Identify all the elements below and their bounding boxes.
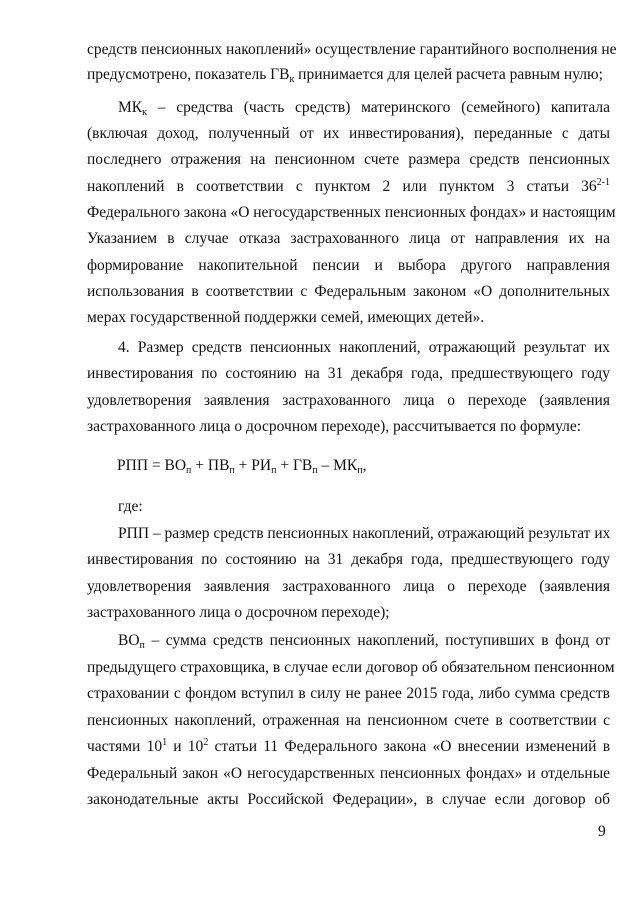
text-line xyxy=(87,764,610,784)
subscript: п xyxy=(139,640,145,651)
text-span: статьи 11 Федерального закона «О внесении изменений в xyxy=(208,738,611,755)
text-span: Федеральный закон «О негосударственных пенсионных фондах» и отдельные xyxy=(87,765,610,782)
text-line xyxy=(87,203,616,223)
text-span: Федерального закона «О негосударственных пенсионных фондах» и настоящим xyxy=(87,204,616,221)
formula-part: – МК xyxy=(317,457,358,474)
text-span: средств пенсионных накоплений» осуществление гарантийного восполнения не xyxy=(87,41,617,58)
page-number: 9 xyxy=(598,823,606,840)
text-line xyxy=(118,497,610,517)
text-span: – сумма средств пенсионных накоплений, поступивших в фонд от xyxy=(144,632,610,649)
text-line xyxy=(87,124,610,144)
text-line xyxy=(87,737,610,757)
text-span: МК xyxy=(118,99,143,116)
formula-part: + РИ xyxy=(234,457,272,474)
text-line xyxy=(87,577,610,597)
text-line xyxy=(87,417,610,437)
text-line xyxy=(87,256,610,276)
text-line xyxy=(87,177,610,197)
text-line xyxy=(87,65,610,85)
text-line xyxy=(87,282,610,302)
text-line xyxy=(87,150,610,170)
formula-subscript: п xyxy=(357,465,363,476)
text-span: (включая доход, полученный от их инвестирования), переданные с даты xyxy=(87,125,610,142)
text-span: пенсионных накоплений, отраженная на пенсионном счете в соответствии с xyxy=(87,712,610,729)
text-line xyxy=(87,790,610,810)
text-span: предыдущего страховщика, в случае если договор об обязательном пенсионном xyxy=(87,659,615,676)
text-span: и 10 xyxy=(167,738,204,755)
formula-part: РПП = ВО xyxy=(117,457,187,474)
text-span: накоплений в соответствии с пунктом 2 или пунктом 3 статьи 36 xyxy=(87,178,597,195)
text-span: формирование накопительной пенсии и выбора другого направления xyxy=(87,257,610,274)
formula-part: + ПВ xyxy=(191,457,230,474)
text-span: удовлетворения заявления застрахованного лица о переходе (заявления xyxy=(87,392,610,409)
text-line xyxy=(118,524,610,544)
text-span: принимается для целей расчета равным нулю; xyxy=(294,66,603,83)
text-span: инвестирования по состоянию на 31 декабря года, предшествующего году xyxy=(87,365,610,382)
text-span: инвестирования по состоянию на 31 декабря года, предшествующего году xyxy=(87,551,610,568)
formula-subscript: п xyxy=(186,465,192,476)
formula-subscript: п xyxy=(229,465,235,476)
text-line xyxy=(87,364,610,384)
formula-subscript: п xyxy=(312,465,318,476)
formula-part: + ГВ xyxy=(276,457,313,474)
superscript: 2 xyxy=(203,737,209,748)
text-span: РПП – размер средств пенсионных накоплений, отражающий результат их xyxy=(118,525,611,542)
subscript: к xyxy=(289,74,295,85)
text-span: использования в соответствии с Федеральным законом «О дополнительных xyxy=(87,283,610,300)
formula xyxy=(117,456,366,476)
text-line xyxy=(87,603,610,623)
text-span: частями 10 xyxy=(87,738,163,755)
text-span: – средства (часть средств) материнского (семейного) капитала xyxy=(146,99,610,116)
text-span: мерах государственной поддержки семей, имеющих детей». xyxy=(87,309,485,326)
text-span: законодательные акты Российской Федерации», в случае если договор об xyxy=(87,791,610,808)
text-span: где: xyxy=(118,498,143,515)
text-line xyxy=(118,338,610,358)
text-span: застрахованного лица о досрочном переходе); xyxy=(87,604,390,621)
text-span: удовлетворения заявления застрахованного лица о переходе (заявления xyxy=(87,578,610,595)
text-line xyxy=(118,98,610,118)
text-span: ВО xyxy=(118,632,140,649)
text-line xyxy=(87,391,610,411)
superscript: 2-1 xyxy=(596,177,610,188)
text-line xyxy=(87,684,610,704)
formula-part: , xyxy=(362,457,367,474)
text-span: страховании с фондом вступил в силу не ранее 2015 года, либо сумма средств xyxy=(87,685,610,702)
text-line xyxy=(87,711,610,731)
text-span: предусмотрено, показатель ГВ xyxy=(87,66,290,83)
text-span: Указанием в случае отказа застрахованного лица от направления их на xyxy=(87,230,610,247)
formula-subscript: п xyxy=(271,465,277,476)
text-span: застрахованного лица о досрочном переходе), рассчитывается по формуле: xyxy=(87,418,582,435)
subscript: к xyxy=(142,107,147,118)
text-line xyxy=(87,658,615,678)
text-span: 4. Размер средств пенсионных накоплений, отражающий результат их xyxy=(118,339,610,356)
text-line xyxy=(87,550,610,570)
text-line xyxy=(87,308,610,328)
text-span: последнего отражения на пенсионном счете размера средств пенсионных xyxy=(87,151,610,168)
text-line xyxy=(118,631,610,651)
superscript: 1 xyxy=(162,737,168,748)
text-line xyxy=(87,229,610,249)
text-line xyxy=(87,40,617,60)
